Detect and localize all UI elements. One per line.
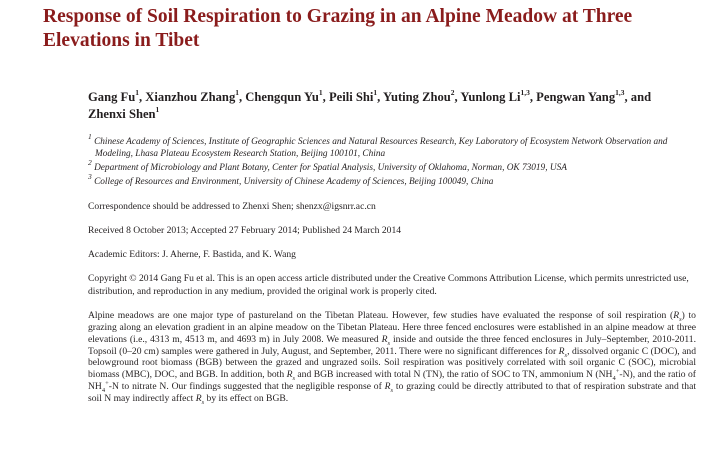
author-aff: 1,3 bbox=[520, 87, 530, 97]
affiliation bbox=[88, 158, 688, 174]
author: Zhenxi Shen bbox=[88, 107, 156, 121]
nh4-superscript: + bbox=[105, 379, 109, 387]
author-aff: 1,3 bbox=[615, 87, 625, 97]
abstract-text: inside and outside the three fenced enclosures in July–September, 2010-2011. Topsoil (0–20 cm) samples were gathered in July, August, and September, 2011. There were no significant differences for bbox=[88, 333, 696, 357]
copyright-notice: Copyright © 2014 Gang Fu et al. This is an open access article distributed under the Creative Commons Attribution License, which permits unrestricted use, distribution, and reproduction in any medium, provided the original work is properly cited. bbox=[88, 273, 689, 297]
affiliation-number: 1 bbox=[88, 131, 92, 141]
author-list: Gang Fu$^1$, Xianzhou Zhang$^1$, Chengqun Yu$^1$, Peili Shi$^1$, Yuting Zhou$^2$, Yunlong Li$^{1,3}$, Pengwan Yang$^{1,3}$, and Zhenxi Shen$^1$ bbox=[88, 87, 652, 121]
author-aff: 1 bbox=[135, 87, 139, 97]
affiliation bbox=[88, 172, 688, 188]
author: Yuting Zhou bbox=[383, 90, 451, 104]
nh4-superscript: + bbox=[615, 368, 620, 376]
rs-symbol: $R_s$ bbox=[195, 392, 205, 406]
abstract-text: -N), and the ratio of NH bbox=[88, 369, 696, 393]
author-aff: 1 bbox=[235, 87, 239, 97]
affiliation-number: 3 bbox=[88, 172, 92, 182]
academic-editors: Academic Editors: J. Aherne, F. Bastida, and K. Wang bbox=[88, 249, 296, 260]
author-aff: 1 bbox=[155, 104, 160, 114]
author: Pengwan Yang bbox=[536, 90, 616, 104]
paper-title: Response of Soil Respiration to Grazing in an Alpine Meadow at Three Elevations in Tibet bbox=[43, 6, 633, 51]
affiliation-number: 2 bbox=[88, 158, 92, 168]
abstract-text: Alpine meadows are one major type of pastureland on the Tibetan Plateau. However, few studies have evaluated the response of soil respiration ( bbox=[88, 310, 674, 321]
affiliation bbox=[88, 131, 688, 161]
author-aff: 2 bbox=[450, 87, 455, 97]
rs-symbol: $R_s$ bbox=[286, 369, 295, 383]
author-aff: 1 bbox=[318, 87, 323, 97]
correspondence: Correspondence should be addressed to Zhenxi Shen; shenzx@igsnrr.ac.cn bbox=[88, 201, 376, 212]
abstract-text: , dissolved organic C (DOC), and belowground root biomass (BGB) between the grazed and ungrazed soils. Soil respiration was positively correlated with soil organic C (SOC), microbial biomass (MBC), DOC, and BGB. In addition, both bbox=[88, 345, 696, 381]
nh4-subscript: 4 bbox=[612, 375, 616, 383]
rs-symbol: $R_s$ bbox=[381, 333, 391, 347]
abstract-text: -N to nitrate N. Our findings suggested that the negligible response of bbox=[108, 381, 385, 393]
author: Gang Fu bbox=[88, 90, 136, 104]
affiliation-text: Chinese Academy of Sciences, Institute of Geographic Sciences and Natural Resources Research, Key Laboratory of Ecosystem Network Observation and Modeling, Lhasa Plateau Ecosystem Research Station, Beijing 100101, China bbox=[94, 137, 668, 160]
rs-symbol: $R_s$ bbox=[673, 310, 682, 323]
affiliation-text: Department of Microbiology and Plant Botany, Center for Spatial Analysis, University of Oklahoma, Norman, OK 73019, USA bbox=[94, 163, 567, 174]
publication-dates: Received 8 October 2013; Accepted 27 February 2014; Published 24 March 2014 bbox=[88, 225, 402, 236]
abstract-text: and BGB increased with total N (TN), the ratio of SOC to TN, ammonium N (NH bbox=[294, 369, 613, 381]
author: Peili Shi bbox=[328, 90, 374, 104]
author-aff: 1 bbox=[373, 87, 378, 97]
abstract-text: to grazing could be directly attributed to that of respiration substrate and that soil N may indirectly affect bbox=[88, 381, 696, 404]
author: Chengqun Yu bbox=[245, 90, 319, 104]
author: Xianzhou Zhang bbox=[145, 90, 236, 104]
affiliations bbox=[88, 131, 688, 190]
rs-symbol: $R_s$ bbox=[384, 381, 394, 394]
author: Yunlong Li bbox=[460, 90, 521, 104]
rs-symbol: $R_s$ bbox=[558, 345, 568, 359]
abstract-text: ) to grazing along an elevation gradient in an alpine meadow on the Tibetan Plateau. Here three fenced enclosures were established in an alpine meadow at three elevations (i.e., 4313 m, 4513 m, and 4693 m) in July 2008. We measured bbox=[88, 310, 696, 345]
affiliation-text: College of Resources and Environment, University of Chinese Academy of Sciences, Beijing 100049, China bbox=[94, 177, 494, 188]
nh4-subscript: 4 bbox=[101, 386, 106, 394]
abstract bbox=[88, 310, 696, 405]
abstract-text: by its effect on BGB. bbox=[204, 392, 289, 404]
